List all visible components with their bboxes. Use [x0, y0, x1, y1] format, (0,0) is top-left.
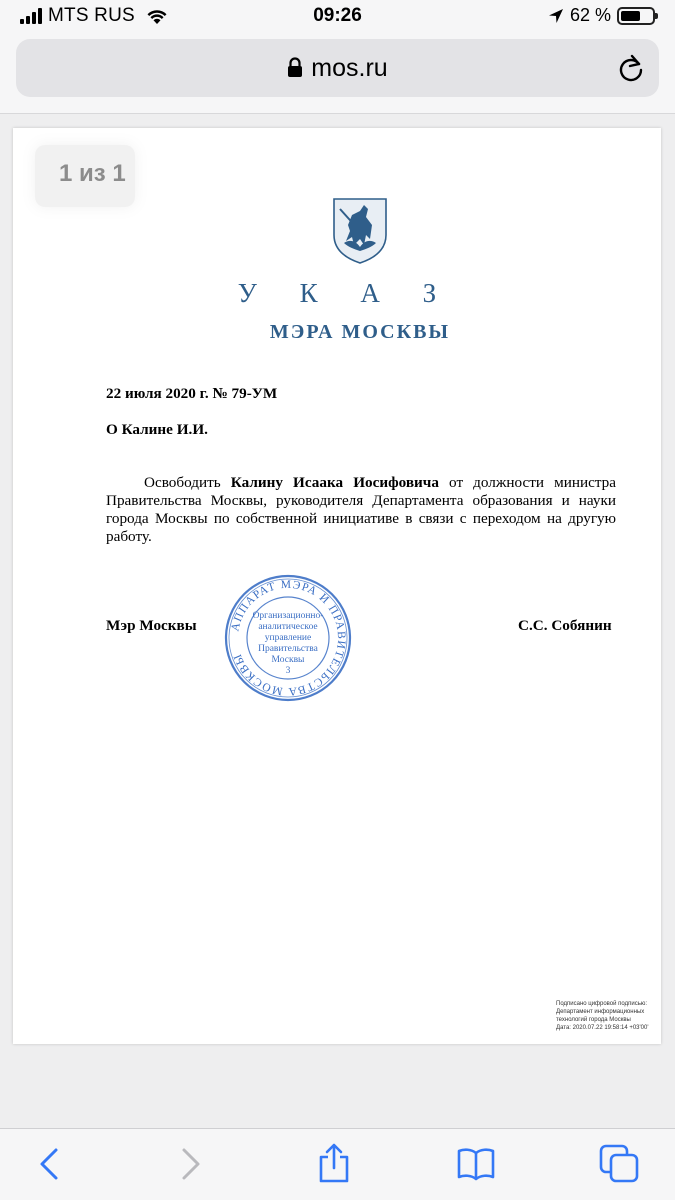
- carrier-name: MTS RUS: [48, 5, 135, 26]
- decree-date-number: 22 июля 2020 г. № 79-УМ: [106, 385, 278, 402]
- decree-subject: О Калине И.И.: [106, 421, 208, 438]
- page-indicator: 1 из 1: [35, 145, 135, 207]
- decree-body: [106, 474, 616, 546]
- moscow-coat-of-arms-icon: [330, 195, 390, 265]
- lock-icon: [287, 57, 303, 78]
- seal-line-3: управление: [264, 633, 312, 643]
- location-arrow-icon: [548, 8, 564, 24]
- battery-percent: 62 %: [569, 5, 611, 25]
- battery-icon: [617, 7, 655, 25]
- browser-header: [0, 34, 675, 114]
- signature-role: Мэр Москвы: [106, 617, 197, 634]
- address-bar[interactable]: [16, 39, 659, 97]
- document-subtitle: МЭРА МОСКВЫ: [269, 321, 451, 343]
- official-seal: [223, 573, 353, 703]
- body-person-name: Калину Исаака Иосифовича: [230, 474, 439, 491]
- reload-icon[interactable]: [617, 53, 645, 83]
- digital-signature-block: [556, 1000, 661, 1032]
- status-bar: [0, 0, 675, 34]
- url-text: mos.ru: [311, 54, 388, 82]
- document-title: У К А З: [237, 278, 455, 308]
- share-icon[interactable]: [316, 1141, 352, 1185]
- bookmarks-icon[interactable]: [456, 1147, 496, 1181]
- digital-signature-line-2: Департамент информационных: [556, 1009, 645, 1015]
- body-prefix: Освободить: [144, 474, 231, 491]
- digital-signature-line-4: Дата: 2020.07.22 19:58:14 +03'00': [556, 1025, 649, 1031]
- seal-line-5: Москвы: [271, 655, 305, 665]
- seal-line-2: аналитическое: [258, 622, 318, 632]
- pdf-page: [13, 128, 661, 1044]
- digital-signature-line-3: технологий города Москвы: [556, 1017, 631, 1023]
- body-suffix: от должности министра Правительства Москвы, руководителя Департамента образования и науки города Москвы по собственной инициативе в связи с переходом на другую работу.: [106, 474, 616, 545]
- tabs-icon[interactable]: [598, 1143, 642, 1185]
- status-time: 09:26: [313, 5, 362, 26]
- forward-icon[interactable]: [176, 1145, 204, 1183]
- status-bar-right: [548, 5, 655, 26]
- safari-toolbar: [0, 1128, 675, 1200]
- back-icon[interactable]: [36, 1145, 64, 1183]
- seal-line-1: Организационно-: [252, 611, 324, 621]
- seal-line-6: 3: [285, 666, 291, 676]
- digital-signature-line-1: Подписано цифровой подписью:: [556, 1001, 647, 1007]
- battery-fill: [621, 11, 640, 21]
- seal-line-4: Правительства: [258, 644, 318, 654]
- seal-outer-text: АППАРАТ МЭРА И ПРАВИТЕЛЬСТВА МОСКВЫ: [229, 578, 348, 698]
- signature-name: С.С. Собянин: [518, 617, 612, 634]
- url-display[interactable]: [16, 54, 659, 83]
